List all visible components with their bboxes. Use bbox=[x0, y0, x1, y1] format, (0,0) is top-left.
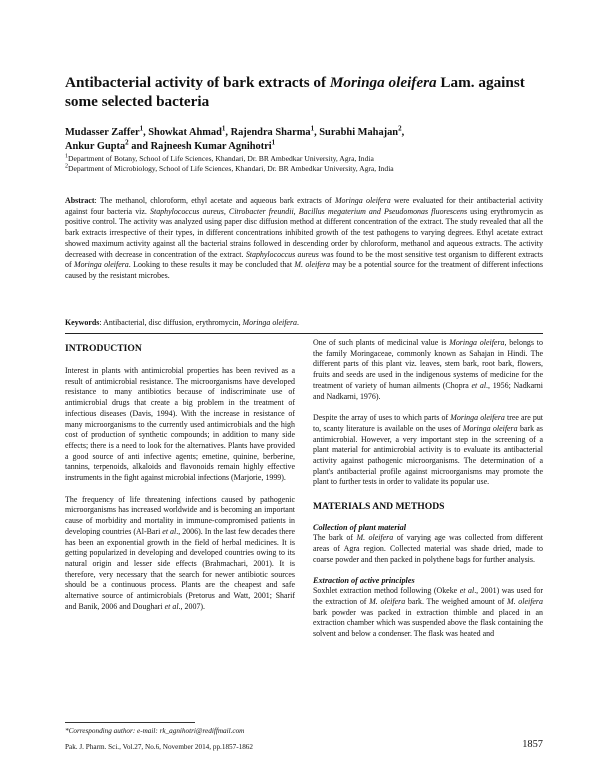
keywords: Keywords: Antibacterial, disc diffusion, erythromycin, Moringa oleifera. bbox=[65, 318, 299, 327]
extraction-subheading: Extraction of active principles bbox=[313, 576, 415, 586]
collection-subheading: Collection of plant material bbox=[313, 523, 407, 533]
extraction-paragraph: Soxhlet extraction method following (Okeke et al., 2001) was used for the extraction of M. oleifera bark. The weighed amount of M. oleifera bark powder was packed in extraction thimble and placed in an extraction chamber which was suspended above the flask containing the solvent and below a condenser. The flask was heated and bbox=[313, 586, 543, 639]
section-divider bbox=[65, 333, 543, 334]
corresponding-author-footnote: *Corresponding author: e-mail: rk_agnihotri@rediffmail.com bbox=[65, 727, 245, 735]
right-column bbox=[313, 338, 543, 640]
keywords-label: Keywords bbox=[65, 318, 100, 327]
collection-paragraph: The bark of M. oleifera of varying age was collected from different areas of Agra region. Collected material was shade dried, made to coarse powder and then packed in polythene bags for further analysis. bbox=[313, 533, 543, 564]
intro-paragraph-1: Interest in plants with antimicrobial properties has been revived as a result of antimicrobial resistance. The microorganisms have developed resistance to many antibiotics because of indiscriminate use of antimicrobial drugs that create a big problem in the treatment of infectious diseases (Davis, 1994). With the increase in resistance of many microorganisms to the currently used antimicrobials and the high cost of production of synthetic compounds; in addition to many side effects; there is a need to look for the alternatives. Plants have provided a good source of anti infective agents; emetine, quinine, berberine, tannins, terpenoids, alkaloids and flavonoids remain highly effective instruments in the fight against microbial infections (Marjorie, 1999). bbox=[65, 366, 295, 483]
page-number: 1857 bbox=[522, 739, 543, 750]
introduction-heading: INTRODUCTION bbox=[65, 343, 142, 354]
paper-title: Antibacterial activity of bark extracts of Moringa oleifera Lam. against some selected bacteria bbox=[65, 74, 525, 110]
right-paragraph-1: One of such plants of medicinal value is Moringa oleifera, belongs to the family Moringaceae, commonly known as Sahajan in Hindi. The different parts of this plant viz. leaves, stem bark, root bark, flowers, fruits and seeds are used in the indigenous systems of medicine for the treatment of variety of human ailments (Chopra et al., 1956; Nadkarni and Nadkarni, 1976). bbox=[313, 338, 543, 401]
abstract-label: Abstract bbox=[65, 196, 95, 205]
author-list: Mudasser Zaffer$^1$, Showkat Ahmad$^1$, Rajendra Sharma$^1$, Surabhi Mahajan$^2$, Ankur Gupta$^2$ and Rajneesh Kumar Agnihotri$^1$ bbox=[65, 124, 405, 152]
left-column bbox=[65, 343, 295, 612]
methods-heading: MATERIALS AND METHODS bbox=[313, 501, 445, 513]
right-paragraph-2: Despite the array of uses to which parts of Moringa oleifera tree are put to, scanty literature is available on the uses of Moringa oleifera bark as antimicrobial. However, a very important step in the screening of a plant material for antimicrobial activity is to evaluate its antibacterial activity against pathogenic microorganisms. The determination of a plant's antibacterial profile against microorganisms may promote the plant to further tests in order to validate its popular use. bbox=[313, 413, 543, 487]
footnote-divider bbox=[65, 722, 195, 723]
abstract: Abstract: The methanol, chloroform, ethyl acetate and aqueous bark extracts of Moringa oleifera were evaluated for their antibacterial activity against four bacteria viz. Staphylococcus aureus, Citrobacter freundii, Bacillus megaterium and Pseudomonas fluorescens using erythromycin as positive control. The activity was analyzed using paper disc diffusion method at different concentration of the extract. The study revealed that all the bark extracts irrespective of their types, in different concentrations inhibited growth of the test pathogens to varying degrees. Ethyl acetate extract showed maximum activity against all the bacterial strains followed in descending order by chloroform, methanol and aqueous extracts. The activity decreased with decrease in concentration of the extract. Staphylococcus aureus was found to be the most sensitive test organism to different extracts of Moringa oleifera. Looking to these results it may be concluded that M. oleifera may be a potential source for the treatment of different infections caused by the resistant microbes. bbox=[65, 196, 544, 280]
affiliations: $^1$Department of Botany, School of Life Sciences, Khandari, Dr. BR Ambedkar University, Agra, India $^2$Department of Microbiology, School of Life Sciences, Khandari, Dr. BR Ambedkar University, Agra, India bbox=[65, 153, 394, 173]
journal-citation: Pak. J. Pharm. Sci., Vol.27, No.6, November 2014, pp.1857-1862 bbox=[65, 743, 253, 751]
intro-paragraph-2: The frequency of life threatening infections caused by pathogenic microorganisms has increased worldwide and is becoming an important cause of morbidity and mortality in immune-compromised patients in developing countries (Al-Bari et al., 2006). In the last few decades there has been an exponential growth in the field of herbal medicines. It is getting popularized in developing and developed countries owing to its natural origin and lesser side effects (Brahmachari, 2001). It is therefore, very necessary that the search for newer antibiotic sources should be a continuous process. Plants are the cheapest and safe alternative source of antimicrobials (Pretorus and Watt, 2001; Sharif and Banik, 2006 and Doughari et al., 2007). bbox=[65, 494, 295, 611]
